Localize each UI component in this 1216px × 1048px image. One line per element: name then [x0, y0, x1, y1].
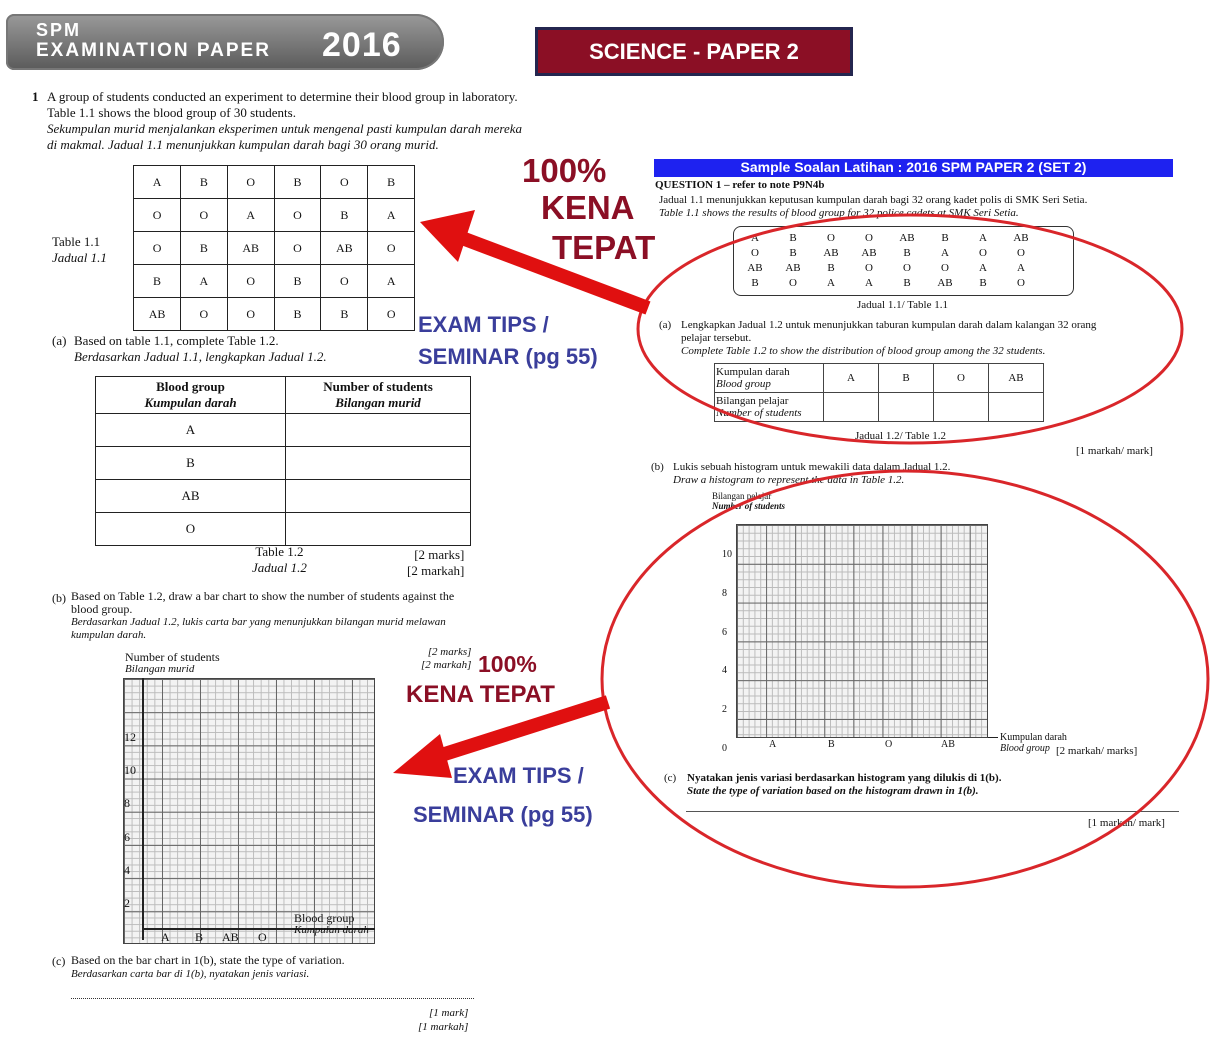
table11-cell: B: [274, 166, 321, 199]
qc-text: Based on the bar chart in 1(b), state the type of variation. Berdasarkan carta bar di 1(b), nyatakan jenis variasi.: [71, 953, 345, 980]
sample-xlabel: Kumpulan darah Blood group: [1000, 732, 1067, 754]
annot-100-bottom: 100%: [478, 651, 537, 677]
sample-table-cell: B: [903, 247, 911, 259]
sample-table-cell: B: [941, 232, 949, 244]
table11-cell: B: [134, 265, 181, 298]
table11-cell: A: [368, 199, 415, 232]
table12-label: Table 1.2 Jadual 1.2: [252, 544, 307, 575]
marks-2: [2 marks] [2 markah]: [407, 547, 465, 578]
arrow-bottom-head: [393, 734, 452, 778]
sample-table-cell: B: [751, 277, 759, 289]
question-number: 1: [32, 89, 39, 104]
sample-table-cell: AB: [861, 247, 877, 259]
chart-xtick: A: [161, 930, 170, 944]
sample-table-cell: O: [789, 277, 797, 289]
sample-table-cell: AB: [785, 262, 801, 274]
sample-qc-letter: (c): [664, 772, 677, 784]
sample-table-cell: O: [865, 232, 873, 244]
sample-table-cell: B: [903, 277, 911, 289]
sample-intro: Jadual 1.1 menunjukkan keputusan kumpulan darah bagi 32 orang kadet polis di SMK Seri Setia. Table 1.1 shows the results of blood group for 32 police cadets at SMK Seri Setia.: [659, 194, 1088, 219]
annot-tips-bottom-1: EXAM TIPS /: [453, 763, 584, 788]
sample-table-cell: B: [979, 277, 987, 289]
table11-cell: A: [227, 199, 274, 232]
sample-mark-2: [2 markah/ marks]: [1056, 745, 1138, 757]
table11-cell: O: [321, 166, 368, 199]
t12-row: B: [96, 447, 286, 480]
sample-table-cell: O: [979, 247, 987, 259]
sample-table11-caption: Jadual 1.1/ Table 1.1: [857, 299, 948, 311]
qc-letter: (c): [52, 954, 66, 968]
table11-cell: B: [368, 166, 415, 199]
sample-table-cell: AB: [747, 262, 763, 274]
qa-letter: (a): [52, 333, 67, 348]
highlight-ellipse-top: [638, 215, 1182, 443]
sample-table-cell: A: [865, 277, 873, 289]
sample-table-cell: O: [941, 262, 949, 274]
intro-line-2: Table 1.1 shows the blood group of 30 students.: [47, 105, 296, 120]
chart-ylabel: Number of students Bilangan murid: [125, 650, 220, 675]
chart-xlabel: Blood group Kumpulan darah: [294, 911, 369, 936]
table11-cell: O: [274, 199, 321, 232]
sample-table-cell: A: [979, 262, 987, 274]
annot-100-top: 100%: [522, 152, 607, 189]
banner-exam-paper: EXAMINATION PAPER: [36, 40, 271, 61]
sample-mark-1: [1 markah/ mark]: [1076, 445, 1153, 457]
table11-cell: O: [134, 232, 181, 265]
t12-row: O: [96, 513, 286, 546]
sample-table-cell: A: [751, 232, 759, 244]
sample-qa-letter: (a): [659, 319, 672, 331]
table11-cell: B: [274, 298, 321, 331]
sample-table-cell: O: [1017, 247, 1025, 259]
qb-text: Based on Table 1.2, draw a bar chart to show the number of students against the blood group. Berdasarkan Jadual 1.2, lukis carta bar yang menunjukkan bilangan murid melawan kumpulan darah.: [71, 589, 455, 641]
sample-table-cell: A: [941, 247, 949, 259]
table11-cell: AB: [227, 232, 274, 265]
sample-qb-text: Lukis sebuah histogram untuk mewakili data dalam Jadual 1.2. Draw a histogram to represent the data in Table 1.2.: [673, 461, 951, 486]
sample-table-cell: A: [1017, 262, 1025, 274]
sample-question: QUESTION 1 – refer to note P9N4b: [655, 179, 825, 191]
qb-letter: (b): [52, 591, 66, 605]
highlight-ellipse-bottom: [602, 471, 1208, 887]
chart-xtick: O: [258, 930, 267, 944]
table11-label: Table 1.1 Jadual 1.1: [52, 234, 107, 265]
table11-cell: AB: [321, 232, 368, 265]
qb-marks: [2 marks] [2 markah]: [421, 646, 472, 671]
banner-year: 2016: [322, 26, 402, 64]
t12-head-number: Number of students Bilangan murid: [286, 377, 471, 414]
chart-yticks: 12 10 8 6 4 2: [124, 730, 136, 911]
sample-table-1-2: Kumpulan darah Blood group A B O AB Bilangan pelajar Number of students: [714, 363, 1044, 422]
table11-cell: O: [227, 265, 274, 298]
table11-cell: B: [321, 298, 368, 331]
sample-table-cell: O: [751, 247, 759, 259]
annot-tepat-top: TEPAT: [552, 229, 656, 266]
t12-row: AB: [96, 480, 286, 513]
table11-cell: O: [321, 265, 368, 298]
sample-header: Sample Soalan Latihan : 2016 SPM PAPER 2 (SET 2): [654, 159, 1173, 177]
annot-kena-top: KENA: [541, 189, 635, 226]
sample-mark-3: [1 markah/ mark]: [1088, 817, 1165, 829]
arrow-top-shaft: [462, 238, 648, 308]
table11-cell: O: [368, 232, 415, 265]
sample-table-cell: B: [789, 247, 797, 259]
table11-cell: O: [181, 298, 228, 331]
table11-cell: A: [368, 265, 415, 298]
sample-xtick: A: [769, 739, 777, 750]
annot-tips-bottom-2: SEMINAR (pg 55): [413, 802, 593, 827]
chart-xtick: AB: [222, 930, 239, 944]
sample-qc-text: Nyatakan jenis variasi berdasarkan histogram yang dilukis di 1(b). State the type of variation based on the histogram drawn in 1(b).: [687, 772, 1002, 797]
sample-xtick: AB: [941, 739, 955, 750]
arrow-bottom-shaft: [432, 702, 608, 758]
annot-tips-top-1: EXAM TIPS /: [418, 312, 549, 337]
sample-ylabel: Bilangan pelajar Number of students: [712, 491, 786, 511]
annot-kena-tepat-bottom: KENA TEPAT: [406, 681, 555, 708]
sample-table-cell: AB: [823, 247, 839, 259]
table11-cell: B: [181, 166, 228, 199]
sample-table-cell: B: [827, 262, 835, 274]
sample-qa-text: Lengkapkan Jadual 1.2 untuk menunjukkan taburan kumpulan darah dalam kalangan 32 orang pelajar tersebut. Complete Table 1.2 to show the distribution of blood group among the 32 students.: [681, 319, 1097, 357]
sample-table-cell: O: [827, 232, 835, 244]
marks-1: [1 mark] [1 markah]: [418, 1007, 469, 1033]
table11-cell: O: [368, 298, 415, 331]
sample-table-cell: O: [903, 262, 911, 274]
sample-table-cell: O: [865, 262, 873, 274]
t12-head-blood-group: Blood group Kumpulan darah: [96, 377, 286, 414]
sample-table-cell: AB: [1013, 232, 1029, 244]
annot-tips-top-2: SEMINAR (pg 55): [418, 344, 598, 369]
sample-table-cell: AB: [899, 232, 915, 244]
sample-yticks: 10 8 6 4 2 0: [722, 549, 732, 754]
sample-qb-letter: (b): [651, 461, 664, 473]
table11-cell: O: [274, 232, 321, 265]
table11-cell: B: [181, 232, 228, 265]
qa-text: Based on table 1.1, complete Table 1.2. Berdasarkan Jadual 1.1, lengkapkan Jadual 1.2.: [74, 333, 327, 364]
table11-cell: O: [134, 199, 181, 232]
table11-cell: B: [274, 265, 321, 298]
subject-title: SCIENCE - PAPER 2: [535, 27, 853, 76]
sample-table12-caption: Jadual 1.2/ Table 1.2: [855, 430, 946, 442]
sample-table-cell: A: [827, 277, 835, 289]
table11-cell: A: [134, 166, 181, 199]
sample-xtick: B: [828, 739, 835, 750]
intro-my-line-2: di makmal. Jadual 1.1 menunjukkan kumpulan darah bagi 30 orang murid.: [47, 137, 439, 152]
table11-cell: AB: [134, 298, 181, 331]
sample-table-cell: AB: [937, 277, 953, 289]
table11-cell: O: [227, 166, 274, 199]
intro-line-1: A group of students conducted an experiment to determine their blood group in laboratory.: [47, 89, 518, 104]
table11-cell: O: [227, 298, 274, 331]
chart-xtick: B: [195, 930, 204, 944]
sample-table-cell: O: [1017, 277, 1025, 289]
table11-cell: A: [181, 265, 228, 298]
banner-spm: SPM: [36, 20, 82, 40]
t12-row: A: [96, 414, 286, 447]
sample-xtick: O: [885, 739, 893, 750]
table11-cell: O: [181, 199, 228, 232]
sample-table-cell: A: [979, 232, 987, 244]
sample-table-cell: B: [789, 232, 797, 244]
table11-cell: B: [321, 199, 368, 232]
intro-my-line-1: Sekumpulan murid menjalankan eksperimen untuk mengenal pasti kumpulan darah mereka: [47, 121, 523, 136]
